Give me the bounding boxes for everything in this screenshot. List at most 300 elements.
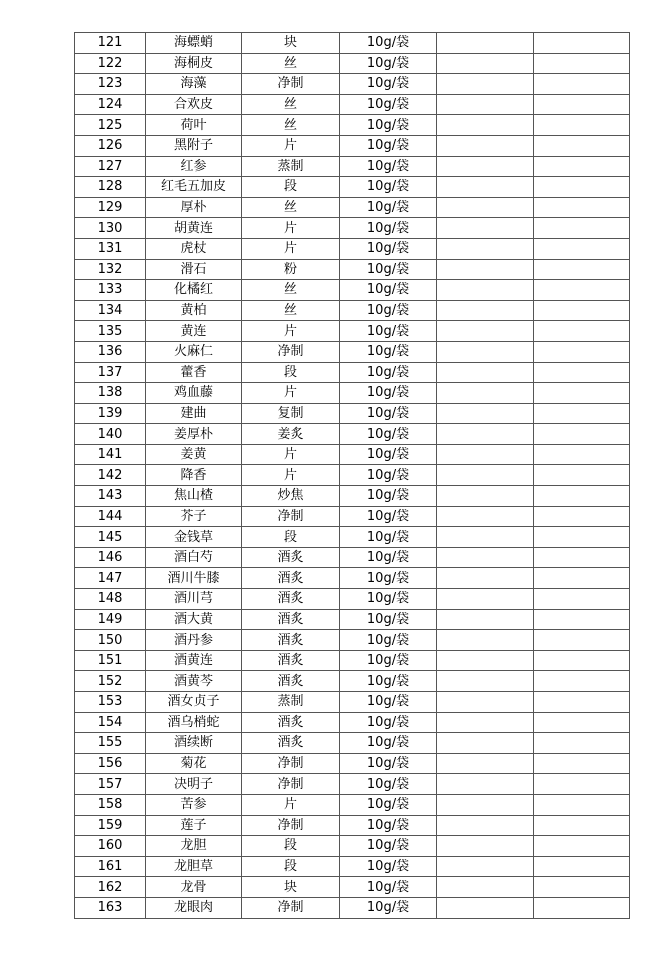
- processing-method: 片: [242, 218, 340, 239]
- blank-cell-2: [534, 383, 630, 404]
- row-number: 121: [75, 33, 146, 54]
- blank-cell-1: [437, 94, 534, 115]
- herb-name: 莲子: [146, 815, 242, 836]
- blank-cell-1: [437, 218, 534, 239]
- blank-cell-1: [437, 733, 534, 754]
- row-number: 146: [75, 547, 146, 568]
- blank-cell-2: [534, 238, 630, 259]
- package-spec: 10g/袋: [340, 156, 437, 177]
- package-spec: 10g/袋: [340, 897, 437, 918]
- table-row: [75, 197, 630, 218]
- package-spec: 10g/袋: [340, 115, 437, 136]
- blank-cell-1: [437, 383, 534, 404]
- package-spec: 10g/袋: [340, 630, 437, 651]
- row-number: 145: [75, 527, 146, 548]
- blank-cell-2: [534, 197, 630, 218]
- herb-name: 焦山楂: [146, 486, 242, 507]
- row-number: 128: [75, 177, 146, 198]
- blank-cell-2: [534, 259, 630, 280]
- row-number: 133: [75, 280, 146, 301]
- herb-name: 酒乌梢蛇: [146, 712, 242, 733]
- row-number: 130: [75, 218, 146, 239]
- processing-method: 酒炙: [242, 650, 340, 671]
- processing-method: 复制: [242, 403, 340, 424]
- herb-name: 酒丹参: [146, 630, 242, 651]
- table-row: [75, 444, 630, 465]
- blank-cell-2: [534, 53, 630, 74]
- row-number: 144: [75, 506, 146, 527]
- herb-name: 胡黄连: [146, 218, 242, 239]
- row-number: 123: [75, 74, 146, 95]
- package-spec: 10g/袋: [340, 815, 437, 836]
- table-row: [75, 794, 630, 815]
- package-spec: 10g/袋: [340, 506, 437, 527]
- blank-cell-1: [437, 33, 534, 54]
- processing-method: 丝: [242, 94, 340, 115]
- blank-cell-2: [534, 589, 630, 610]
- package-spec: 10g/袋: [340, 94, 437, 115]
- blank-cell-2: [534, 321, 630, 342]
- package-spec: 10g/袋: [340, 177, 437, 198]
- blank-cell-2: [534, 424, 630, 445]
- blank-cell-1: [437, 856, 534, 877]
- row-number: 156: [75, 753, 146, 774]
- processing-method: 净制: [242, 74, 340, 95]
- package-spec: 10g/袋: [340, 197, 437, 218]
- table-row: [75, 259, 630, 280]
- processing-method: 片: [242, 238, 340, 259]
- blank-cell-1: [437, 424, 534, 445]
- herb-name: 火麻仁: [146, 341, 242, 362]
- blank-cell-2: [534, 280, 630, 301]
- blank-cell-1: [437, 197, 534, 218]
- processing-method: 酒炙: [242, 733, 340, 754]
- blank-cell-1: [437, 465, 534, 486]
- package-spec: 10g/袋: [340, 341, 437, 362]
- herb-name: 龙胆: [146, 836, 242, 857]
- blank-cell-1: [437, 794, 534, 815]
- herb-name: 酒川牛膝: [146, 568, 242, 589]
- blank-cell-2: [534, 403, 630, 424]
- blank-cell-2: [534, 362, 630, 383]
- package-spec: 10g/袋: [340, 53, 437, 74]
- blank-cell-2: [534, 527, 630, 548]
- package-spec: 10g/袋: [340, 383, 437, 404]
- blank-cell-2: [534, 815, 630, 836]
- table-row: [75, 115, 630, 136]
- table-row: [75, 218, 630, 239]
- package-spec: 10g/袋: [340, 465, 437, 486]
- blank-cell-1: [437, 815, 534, 836]
- blank-cell-2: [534, 897, 630, 918]
- processing-method: 片: [242, 794, 340, 815]
- blank-cell-2: [534, 465, 630, 486]
- blank-cell-2: [534, 156, 630, 177]
- table-row: [75, 527, 630, 548]
- table-row: [75, 774, 630, 795]
- table-row: [75, 280, 630, 301]
- row-number: 138: [75, 383, 146, 404]
- herb-name: 酒大黄: [146, 609, 242, 630]
- processing-method: 段: [242, 856, 340, 877]
- table-row: [75, 568, 630, 589]
- row-number: 127: [75, 156, 146, 177]
- processing-method: 片: [242, 135, 340, 156]
- blank-cell-1: [437, 712, 534, 733]
- row-number: 152: [75, 671, 146, 692]
- blank-cell-2: [534, 877, 630, 898]
- blank-cell-2: [534, 115, 630, 136]
- package-spec: 10g/袋: [340, 527, 437, 548]
- processing-method: 净制: [242, 753, 340, 774]
- blank-cell-2: [534, 609, 630, 630]
- blank-cell-1: [437, 362, 534, 383]
- herb-name: 酒白芍: [146, 547, 242, 568]
- blank-cell-1: [437, 692, 534, 713]
- blank-cell-1: [437, 836, 534, 857]
- processing-method: 酒炙: [242, 712, 340, 733]
- herb-name: 金钱草: [146, 527, 242, 548]
- blank-cell-2: [534, 650, 630, 671]
- row-number: 142: [75, 465, 146, 486]
- blank-cell-2: [534, 135, 630, 156]
- processing-method: 酒炙: [242, 671, 340, 692]
- package-spec: 10g/袋: [340, 33, 437, 54]
- herb-name: 决明子: [146, 774, 242, 795]
- blank-cell-1: [437, 341, 534, 362]
- processing-method: 酒炙: [242, 568, 340, 589]
- blank-cell-1: [437, 403, 534, 424]
- row-number: 155: [75, 733, 146, 754]
- row-number: 154: [75, 712, 146, 733]
- processing-method: 段: [242, 362, 340, 383]
- row-number: 135: [75, 321, 146, 342]
- processing-method: 丝: [242, 53, 340, 74]
- blank-cell-1: [437, 280, 534, 301]
- package-spec: 10g/袋: [340, 321, 437, 342]
- package-spec: 10g/袋: [340, 135, 437, 156]
- row-number: 125: [75, 115, 146, 136]
- herb-name: 龙胆草: [146, 856, 242, 877]
- herb-name: 鸡血藤: [146, 383, 242, 404]
- herb-table-body: [75, 33, 630, 919]
- processing-method: 净制: [242, 897, 340, 918]
- processing-method: 酒炙: [242, 547, 340, 568]
- blank-cell-2: [534, 630, 630, 651]
- package-spec: 10g/袋: [340, 650, 437, 671]
- blank-cell-1: [437, 650, 534, 671]
- blank-cell-1: [437, 300, 534, 321]
- herb-name: 酒黄芩: [146, 671, 242, 692]
- package-spec: 10g/袋: [340, 692, 437, 713]
- herb-name: 芥子: [146, 506, 242, 527]
- herb-name: 黑附子: [146, 135, 242, 156]
- table-row: [75, 630, 630, 651]
- herb-name: 海桐皮: [146, 53, 242, 74]
- blank-cell-1: [437, 671, 534, 692]
- package-spec: 10g/袋: [340, 486, 437, 507]
- table-row: [75, 424, 630, 445]
- processing-method: 酒炙: [242, 589, 340, 610]
- package-spec: 10g/袋: [340, 424, 437, 445]
- package-spec: 10g/袋: [340, 547, 437, 568]
- herb-name: 酒川芎: [146, 589, 242, 610]
- table-row: [75, 403, 630, 424]
- blank-cell-2: [534, 218, 630, 239]
- processing-method: 片: [242, 444, 340, 465]
- herb-name: 降香: [146, 465, 242, 486]
- blank-cell-2: [534, 671, 630, 692]
- blank-cell-2: [534, 444, 630, 465]
- processing-method: 片: [242, 321, 340, 342]
- table-row: [75, 836, 630, 857]
- herb-name: 建曲: [146, 403, 242, 424]
- table-row: [75, 753, 630, 774]
- blank-cell-1: [437, 589, 534, 610]
- row-number: 150: [75, 630, 146, 651]
- table-row: [75, 362, 630, 383]
- blank-cell-1: [437, 506, 534, 527]
- blank-cell-1: [437, 177, 534, 198]
- table-row: [75, 609, 630, 630]
- table-row: [75, 856, 630, 877]
- table-row: [75, 897, 630, 918]
- row-number: 160: [75, 836, 146, 857]
- package-spec: 10g/袋: [340, 218, 437, 239]
- herb-name: 红毛五加皮: [146, 177, 242, 198]
- table-row: [75, 383, 630, 404]
- blank-cell-1: [437, 156, 534, 177]
- blank-cell-1: [437, 527, 534, 548]
- row-number: 161: [75, 856, 146, 877]
- blank-cell-2: [534, 94, 630, 115]
- processing-method: 片: [242, 465, 340, 486]
- blank-cell-2: [534, 547, 630, 568]
- table-row: [75, 692, 630, 713]
- processing-method: 丝: [242, 300, 340, 321]
- blank-cell-1: [437, 609, 534, 630]
- blank-cell-2: [534, 506, 630, 527]
- package-spec: 10g/袋: [340, 877, 437, 898]
- processing-method: 蒸制: [242, 156, 340, 177]
- processing-method: 块: [242, 33, 340, 54]
- table-row: [75, 712, 630, 733]
- package-spec: 10g/袋: [340, 733, 437, 754]
- processing-method: 块: [242, 877, 340, 898]
- processing-method: 净制: [242, 506, 340, 527]
- processing-method: 段: [242, 177, 340, 198]
- table-row: [75, 815, 630, 836]
- row-number: 131: [75, 238, 146, 259]
- table-row: [75, 671, 630, 692]
- package-spec: 10g/袋: [340, 856, 437, 877]
- herb-name: 海藻: [146, 74, 242, 95]
- row-number: 159: [75, 815, 146, 836]
- row-number: 162: [75, 877, 146, 898]
- table-row: [75, 156, 630, 177]
- herb-name: 酒黄连: [146, 650, 242, 671]
- herb-name: 酒女贞子: [146, 692, 242, 713]
- row-number: 141: [75, 444, 146, 465]
- package-spec: 10g/袋: [340, 671, 437, 692]
- herb-table: [74, 32, 630, 919]
- package-spec: 10g/袋: [340, 609, 437, 630]
- blank-cell-2: [534, 692, 630, 713]
- package-spec: 10g/袋: [340, 238, 437, 259]
- processing-method: 净制: [242, 774, 340, 795]
- package-spec: 10g/袋: [340, 300, 437, 321]
- herb-name: 红参: [146, 156, 242, 177]
- herb-name: 荷叶: [146, 115, 242, 136]
- row-number: 147: [75, 568, 146, 589]
- blank-cell-2: [534, 794, 630, 815]
- row-number: 157: [75, 774, 146, 795]
- row-number: 136: [75, 341, 146, 362]
- processing-method: 丝: [242, 115, 340, 136]
- blank-cell-2: [534, 836, 630, 857]
- herb-name: 苦参: [146, 794, 242, 815]
- herb-name: 化橘红: [146, 280, 242, 301]
- table-row: [75, 547, 630, 568]
- row-number: 124: [75, 94, 146, 115]
- row-number: 126: [75, 135, 146, 156]
- table-row: [75, 94, 630, 115]
- package-spec: 10g/袋: [340, 280, 437, 301]
- processing-method: 净制: [242, 815, 340, 836]
- herb-name: 虎杖: [146, 238, 242, 259]
- herb-name: 滑石: [146, 259, 242, 280]
- package-spec: 10g/袋: [340, 589, 437, 610]
- package-spec: 10g/袋: [340, 362, 437, 383]
- blank-cell-1: [437, 115, 534, 136]
- blank-cell-2: [534, 177, 630, 198]
- processing-method: 炒焦: [242, 486, 340, 507]
- herb-name: 藿香: [146, 362, 242, 383]
- row-number: 148: [75, 589, 146, 610]
- herb-name: 龙眼肉: [146, 897, 242, 918]
- blank-cell-2: [534, 33, 630, 54]
- package-spec: 10g/袋: [340, 403, 437, 424]
- package-spec: 10g/袋: [340, 74, 437, 95]
- row-number: 143: [75, 486, 146, 507]
- blank-cell-1: [437, 444, 534, 465]
- blank-cell-2: [534, 753, 630, 774]
- package-spec: 10g/袋: [340, 568, 437, 589]
- row-number: 129: [75, 197, 146, 218]
- package-spec: 10g/袋: [340, 794, 437, 815]
- herb-name: 菊花: [146, 753, 242, 774]
- row-number: 122: [75, 53, 146, 74]
- herb-name: 黄连: [146, 321, 242, 342]
- herb-name: 海螵蛸: [146, 33, 242, 54]
- blank-cell-2: [534, 856, 630, 877]
- processing-method: 酒炙: [242, 609, 340, 630]
- processing-method: 丝: [242, 280, 340, 301]
- blank-cell-2: [534, 774, 630, 795]
- processing-method: 粉: [242, 259, 340, 280]
- blank-cell-2: [534, 568, 630, 589]
- package-spec: 10g/袋: [340, 712, 437, 733]
- package-spec: 10g/袋: [340, 259, 437, 280]
- blank-cell-1: [437, 753, 534, 774]
- processing-method: 姜炙: [242, 424, 340, 445]
- blank-cell-2: [534, 74, 630, 95]
- blank-cell-1: [437, 630, 534, 651]
- herb-name: 黄柏: [146, 300, 242, 321]
- table-row: [75, 177, 630, 198]
- processing-method: 丝: [242, 197, 340, 218]
- table-row: [75, 589, 630, 610]
- blank-cell-1: [437, 547, 534, 568]
- blank-cell-2: [534, 341, 630, 362]
- table-row: [75, 238, 630, 259]
- processing-method: 片: [242, 383, 340, 404]
- row-number: 132: [75, 259, 146, 280]
- package-spec: 10g/袋: [340, 444, 437, 465]
- herb-name: 酒续断: [146, 733, 242, 754]
- row-number: 134: [75, 300, 146, 321]
- table-row: [75, 341, 630, 362]
- table-row: [75, 53, 630, 74]
- blank-cell-1: [437, 259, 534, 280]
- table-row: [75, 300, 630, 321]
- blank-cell-2: [534, 486, 630, 507]
- table-row: [75, 321, 630, 342]
- table-row: [75, 650, 630, 671]
- table-row: [75, 486, 630, 507]
- row-number: 153: [75, 692, 146, 713]
- row-number: 163: [75, 897, 146, 918]
- processing-method: 段: [242, 527, 340, 548]
- blank-cell-1: [437, 774, 534, 795]
- blank-cell-2: [534, 712, 630, 733]
- row-number: 139: [75, 403, 146, 424]
- table-row: [75, 135, 630, 156]
- table-row: [75, 465, 630, 486]
- processing-method: 净制: [242, 341, 340, 362]
- blank-cell-1: [437, 486, 534, 507]
- blank-cell-1: [437, 135, 534, 156]
- blank-cell-1: [437, 877, 534, 898]
- blank-cell-1: [437, 321, 534, 342]
- blank-cell-1: [437, 897, 534, 918]
- row-number: 137: [75, 362, 146, 383]
- herb-name: 厚朴: [146, 197, 242, 218]
- blank-cell-1: [437, 74, 534, 95]
- package-spec: 10g/袋: [340, 774, 437, 795]
- package-spec: 10g/袋: [340, 836, 437, 857]
- row-number: 149: [75, 609, 146, 630]
- blank-cell-1: [437, 568, 534, 589]
- processing-method: 酒炙: [242, 630, 340, 651]
- row-number: 151: [75, 650, 146, 671]
- row-number: 158: [75, 794, 146, 815]
- table-row: [75, 877, 630, 898]
- table-row: [75, 733, 630, 754]
- herb-name: 合欢皮: [146, 94, 242, 115]
- table-row: [75, 74, 630, 95]
- herb-name: 姜厚朴: [146, 424, 242, 445]
- blank-cell-2: [534, 300, 630, 321]
- blank-cell-1: [437, 53, 534, 74]
- processing-method: 段: [242, 836, 340, 857]
- package-spec: 10g/袋: [340, 753, 437, 774]
- herb-name: 龙骨: [146, 877, 242, 898]
- processing-method: 蒸制: [242, 692, 340, 713]
- blank-cell-1: [437, 238, 534, 259]
- table-row: [75, 33, 630, 54]
- row-number: 140: [75, 424, 146, 445]
